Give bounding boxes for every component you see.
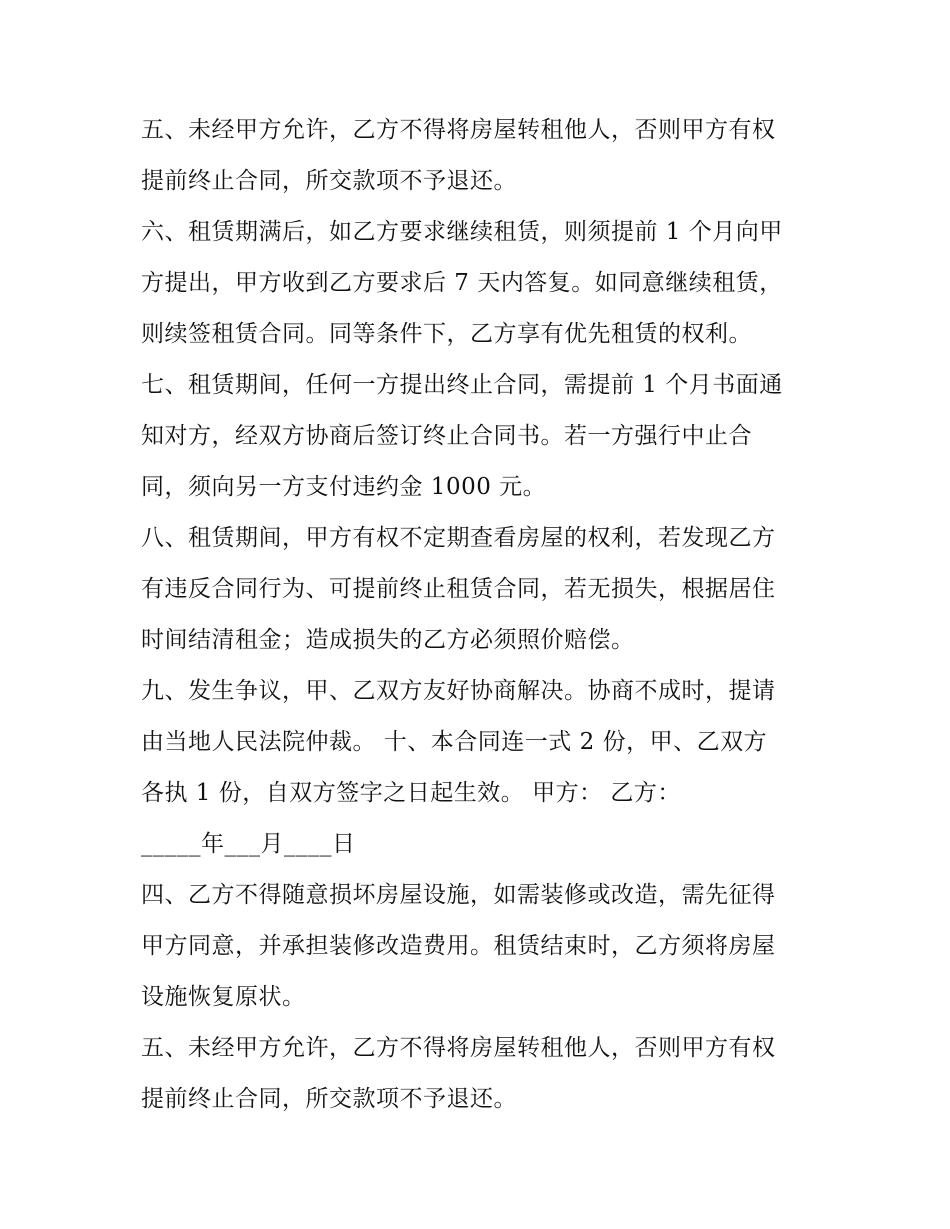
clause-4-line-2: 甲方同意，并承担装修改造费用。租赁结束时，乙方须将房屋 — [141, 933, 776, 959]
clause-4-line-1: 四、乙方不得随意损坏房屋设施，如需装修或改造，需先征得 — [141, 882, 776, 908]
clause-7-line-2: 知对方，经双方协商后签订终止合同书。若一方强行中止合 — [141, 423, 752, 449]
clause-8-line-2: 有违反合同行为、可提前终止租赁合同，若无损失，根据居住 — [141, 576, 776, 602]
date-blank-line: _____年___月____日 — [141, 831, 356, 857]
clause-9-line-1: 九、发生争议，甲、乙双方友好协商解决。协商不成时，提请 — [141, 678, 776, 704]
clause-5-repeat-line-1: 五、未经甲方允许，乙方不得将房屋转租他人，否则甲方有权 — [141, 1035, 776, 1061]
clause-7-line-1: 七、租赁期间，任何一方提出终止合同，需提前 1 个月书面通 — [141, 372, 783, 398]
clause-8-line-1: 八、租赁期间，甲方有权不定期查看房屋的权利，若发现乙方 — [141, 525, 776, 551]
clause-5-line-1: 五、未经甲方允许，乙方不得将房屋转租他人，否则甲方有权 — [141, 117, 776, 143]
clause-7-line-3: 同，须向另一方支付违约金 1000 元。 — [141, 474, 547, 500]
clause-9-line-2: 由当地人民法院仲裁。 十、本合同连一式 2 份，甲、乙双方 — [141, 729, 768, 755]
clause-5-line-2: 提前终止合同，所交款项不予退还。 — [141, 168, 517, 194]
clause-6-line-1: 六、租赁期满后，如乙方要求继续租赁，则须提前 1 个月向甲 — [141, 219, 783, 245]
clause-5-repeat-line-2: 提前终止合同，所交款项不予退还。 — [141, 1086, 517, 1112]
clause-8-line-3: 时间结清租金；造成损失的乙方必须照价赔偿。 — [141, 627, 635, 653]
clause-6-line-3: 则续签租赁合同。同等条件下，乙方享有优先租赁的权利。 — [141, 321, 752, 347]
clause-6-line-2: 方提出，甲方收到乙方要求后 7 天内答复。如同意继续租赁， — [141, 270, 783, 296]
clause-4-line-3: 设施恢复原状。 — [141, 984, 306, 1010]
clause-10-signature-line: 各执 1 份，自双方签字之日起生效。 甲方： 乙方： — [141, 780, 681, 806]
document-body — [141, 105, 821, 1125]
